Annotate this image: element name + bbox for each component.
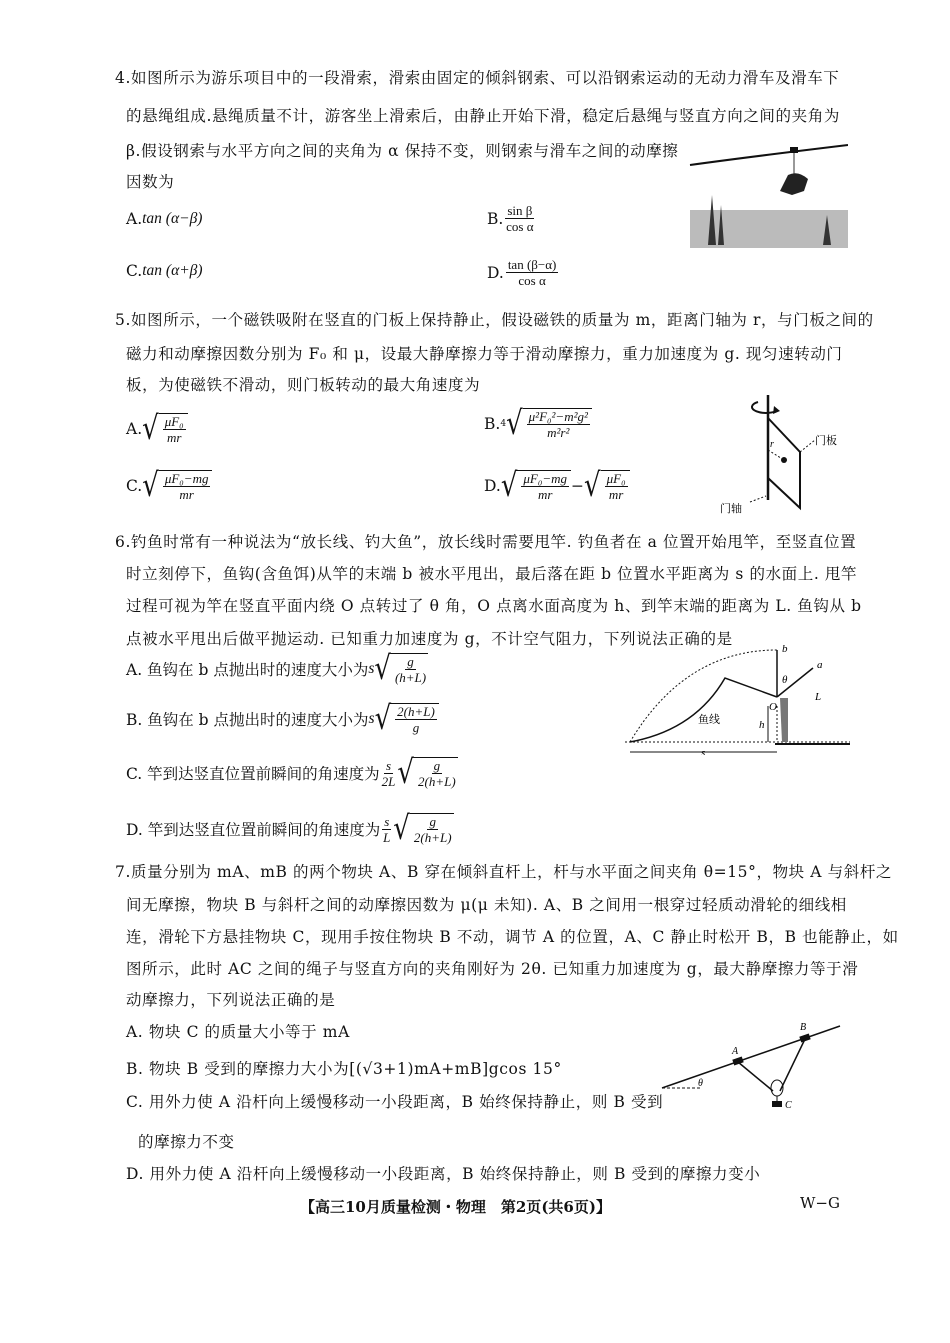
q7-option-c: C. 用外力使 A 沿杆向上缓慢移动一小段距离，B 始终保持静止，则 B 受到: [126, 1093, 664, 1111]
q7-line-3: 连，滑轮下方悬挂物块 C，现用手按住物块 B 不动，调节 A 的位置，A、C 静止时松开 B，B 也能静止，如: [126, 928, 899, 946]
q6-line-1: 6.钓鱼时常有一种说法为“放长线、钓大鱼”，放长线时需要甩竿. 钓鱼者在 a 位置开始甩竿，至竖直位置: [115, 533, 857, 551]
page-footer: 【高三10月质量检测・物理 第2页(共6页)】: [300, 1198, 611, 1216]
q5-line-3: 板，为使磁铁不滑动，则门板转动的最大角速度为: [126, 376, 481, 394]
q5-option-a: A. √ $\frac{\text{μF₀}}{mr}$: [126, 413, 188, 445]
theta-label: θ: [698, 1078, 703, 1089]
q7-line-2: 间无摩擦，物块 B 与斜杆之间的动摩擦因数为 μ(μ 未知). A、B 之间用一根穿过轻质动滑轮的细线相: [126, 896, 847, 914]
s-label: s: [701, 747, 706, 755]
q7-line-4: 图所示，此时 AC 之间的绳子与竖直方向的夹角刚好为 2θ. 已知重力加速度为 g，最大静摩擦力等于滑: [126, 960, 859, 978]
q4-line-1: 4.如图所示为游乐项目中的一段滑索，滑索由固定的倾斜钢索、可以沿钢索运动的无动力滑车及滑车下: [115, 69, 840, 87]
q7-option-a: A. 物块 C 的质量大小等于 mA: [126, 1023, 350, 1041]
b-label: b: [782, 643, 788, 655]
a-label: a: [817, 659, 823, 671]
q4-option-a: A. tan (α−β): [126, 210, 203, 228]
q4-option-b: B. $\frac{\text{sin β}}{\text{cos α}}$: [487, 203, 534, 234]
theta-label: θ: [782, 674, 788, 686]
q6-option-b: B. 鱼钩在 b 点抛出时的速度大小为 s √ $\frac{2(h+L)}{g}$: [126, 703, 439, 735]
q5-option-d: D. √ $\frac{\text{μF₀−mg}}{mr}$ − √ $\frac{\text{μF₀}}{mr}$: [484, 470, 630, 502]
q6-option-d: D. 竿到达竖直位置前瞬间的角速度为 $\frac{s}{L}$ √ $\frac{g}{2(h+L)}$: [126, 810, 452, 848]
q6-line-3: 过程可视为竿在竖直平面内绕 O 点转过了 θ 角，O 点离水面高度为 h、到竿末端的距离为 L. 鱼钩从 b: [126, 597, 862, 615]
q7-option-c-cont: 的摩擦力不变: [138, 1133, 235, 1151]
q5-line-2: 磁力和动摩擦因数分别为 F₀ 和 μ，设最大静摩擦力等于滑动摩擦力，重力加速度为 g. 现匀速转动门: [126, 345, 843, 363]
q6-option-c: C. 竿到达竖直位置前瞬间的角速度为 $\frac{s}{2L}$ √ $\frac{g}{2(h+L)}$: [126, 754, 456, 792]
q4-line-3: β.假设钢索与水平方向之间的夹角为 α 保持不变，则钢索与滑车之间的动摩擦: [126, 142, 679, 160]
r-label: r: [770, 439, 774, 450]
axis-label: 门轴: [720, 503, 742, 515]
q7-option-b: B. 物块 B 受到的摩擦力大小为[(√3+1)mA+mB]gcos 15°: [126, 1060, 562, 1078]
q4-option-d: D. $\frac{\tan (\beta-\alpha)}{\text{cos α}}$: [487, 257, 557, 288]
q7-line-5: 动摩擦力，下列说法正确的是: [126, 991, 336, 1009]
q4-option-c: C. tan (α+β): [126, 262, 203, 280]
h-label: h: [759, 719, 765, 731]
q6-line-4: 点被水平甩出后做平抛运动. 已知重力加速度为 g，不计空气阻力，下列说法正确的是: [126, 630, 733, 648]
l-label: L: [815, 691, 822, 703]
q7-line-1: 7.质量分别为 mA、mB 的两个物块 A、B 穿在倾斜直杆上，杆与水平面之间夹角 θ=15°，物块 A 与斜杆之: [115, 863, 893, 881]
paper-code: W−G: [800, 1194, 840, 1212]
incline-figure: [660, 1018, 850, 1108]
q4-line-2: 的悬绳组成.悬绳质量不计，游客坐上滑索后，由静止开始下滑，稳定后悬绳与竖直方向之间的夹角为: [126, 107, 840, 125]
q6-line-2: 时立刻停下，鱼钩(含鱼饵)从竿的末端 b 被水平甩出，最后落在距 b 位置水平距离为 s 的水面上. 甩竿: [126, 565, 858, 583]
door-label: 门板: [815, 435, 837, 447]
door-figure: [700, 390, 850, 515]
q5-option-b: B. 4 √ $\frac{\text{μ²F₀²−m²g²}}{\text{m²r²}}$: [484, 408, 592, 440]
q7-option-d: D. 用外力使 A 沿杆向上缓慢移动一小段距离，B 始终保持静止，则 B 受到的摩擦力变小: [126, 1165, 761, 1183]
fishing-figure: [625, 640, 850, 755]
a-label: A: [732, 1046, 739, 1057]
q4-line-4: 因数为: [126, 173, 175, 191]
o-label: O: [769, 701, 777, 713]
zipline-figure: [688, 135, 848, 250]
b-label: B: [800, 1022, 807, 1033]
c-label: C: [785, 1100, 792, 1108]
q5-line-1: 5.如图所示，一个磁铁吸附在竖直的门板上保持静止，假设磁铁的质量为 m，距离门轴为 r，与门板之间的: [115, 311, 874, 329]
q6-option-a: A. 鱼钩在 b 点抛出时的速度大小为 s √ $\frac{g}{(h+L)}$: [126, 650, 427, 688]
fishing-line-label: 鱼线: [698, 714, 720, 726]
q5-option-c: C. √ $\frac{\text{μF₀−mg}}{mr}$: [126, 470, 212, 502]
